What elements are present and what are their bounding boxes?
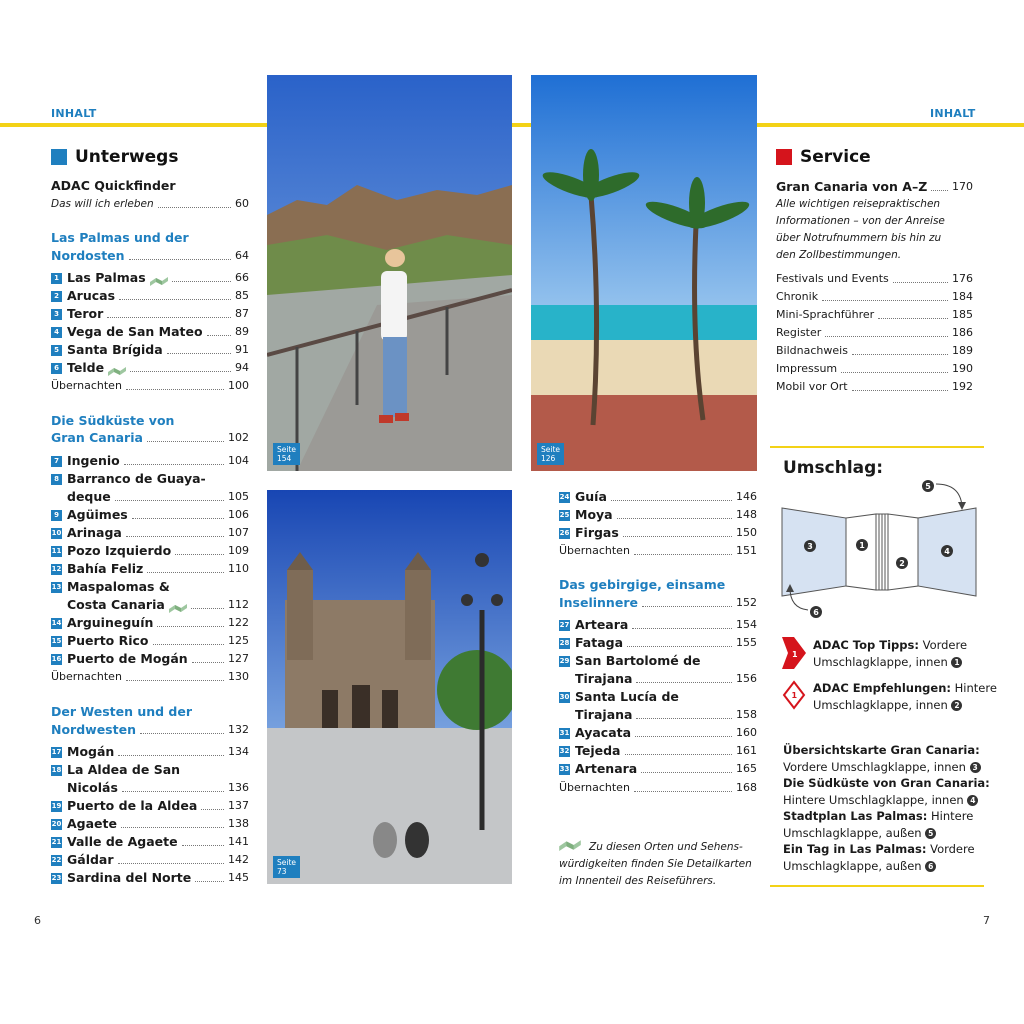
dot-leader (126, 680, 224, 681)
page-ref: 105 (228, 490, 249, 503)
item-number-badge: 12 (51, 565, 62, 573)
page-ref: 106 (228, 508, 249, 521)
item-label: Guía (575, 489, 607, 504)
dot-leader (157, 626, 224, 627)
item-label: Maspalomas & (67, 579, 170, 594)
service-item[interactable] (776, 360, 973, 378)
toc-item[interactable] (559, 634, 757, 652)
toc-item[interactable] (559, 760, 757, 778)
dot-leader (118, 755, 224, 756)
item-number-badge: 9 (51, 510, 62, 521)
map-icon (108, 363, 126, 373)
az-row[interactable] (776, 178, 973, 196)
item-label: Agüimes (67, 507, 128, 522)
service-item[interactable] (776, 306, 973, 324)
page-ref: 112 (228, 598, 249, 611)
item-label: Tirajana (575, 671, 633, 686)
toc-item[interactable] (51, 524, 249, 542)
page-number-left: 6 (34, 914, 41, 927)
header-rule-middle (512, 123, 531, 127)
item-number-badge: 6 (51, 363, 62, 374)
map-icon (169, 600, 187, 610)
toc-item[interactable] (559, 524, 757, 542)
dot-leader (107, 317, 231, 318)
page-ref: 64 (235, 249, 249, 262)
dot-leader (201, 809, 224, 810)
item-number-badge: 4 (51, 327, 62, 338)
item-number-badge: 21 (51, 838, 62, 846)
item-label: Register (776, 326, 822, 339)
item-number-badge: 29 (559, 657, 570, 665)
dot-leader (893, 282, 948, 283)
toc-item[interactable] (51, 578, 249, 596)
page-ref: 136 (228, 781, 249, 794)
item-label: San Bartolomé de (575, 653, 701, 668)
item-label: Puerto de Mogán (67, 651, 188, 666)
item-label: deque (67, 489, 111, 504)
toc-item[interactable] (51, 506, 249, 524)
ref-num-icon: 5 (925, 828, 936, 839)
service-item[interactable] (776, 342, 973, 360)
toc-item-cont[interactable] (67, 779, 249, 797)
dot-leader (642, 606, 732, 607)
dot-leader (140, 733, 224, 734)
dot-leader (119, 299, 231, 300)
item-label: Mini-Sprachführer (776, 308, 875, 321)
dot-leader (129, 259, 231, 260)
item-label: Mogán (67, 744, 115, 759)
toc-item[interactable] (51, 797, 249, 815)
toc-item[interactable] (51, 323, 249, 341)
page-ref: 145 (228, 871, 249, 884)
toc-item[interactable] (559, 652, 757, 670)
item-label: Fataga (575, 635, 624, 650)
item-label: Gran Canaria von A–Z (776, 179, 928, 194)
page-ref: 165 (736, 762, 757, 775)
diagram-num-1: 1 (859, 541, 865, 550)
top-tipps-text: ADAC Top Tipps: Vordere Umschlagklappe, innen 1 (813, 638, 968, 669)
page-ref: 89 (235, 325, 249, 338)
uebernachten-row[interactable] (559, 542, 757, 560)
item-label: Übernachten (51, 379, 122, 392)
toc-item[interactable] (51, 632, 249, 650)
dot-leader (931, 190, 948, 191)
dot-leader (172, 281, 231, 282)
page-ref: 160 (736, 726, 757, 739)
region-title[interactable]: Das gebirgige, einsame (559, 577, 726, 592)
page-ref: 60 (235, 197, 249, 210)
uebernachten-row[interactable] (559, 779, 757, 797)
dot-leader (617, 518, 732, 519)
toc-item[interactable] (559, 742, 757, 760)
region-title[interactable]: Die Südküste von (51, 413, 175, 428)
page-ref: 148 (736, 508, 757, 521)
item-number-badge: 17 (51, 748, 62, 756)
toc-item-cont[interactable] (67, 488, 249, 506)
dot-leader (126, 536, 224, 537)
page-number-right: 7 (983, 914, 990, 927)
ref-num-icon: 4 (967, 795, 978, 806)
umschlag-entry: Übersichtskarte Gran Canaria: Vordere Umschlagklappe, innen 3 (783, 743, 980, 774)
toc-item[interactable] (51, 452, 249, 470)
toc-item[interactable] (51, 815, 249, 833)
dot-leader (124, 464, 224, 465)
item-number-badge: 13 (51, 583, 62, 591)
page-ref: 192 (952, 380, 973, 393)
item-label: Firgas (575, 525, 619, 540)
page-ref: 130 (228, 670, 249, 683)
page-ref: 154 (736, 618, 757, 631)
item-number-badge: 23 (51, 874, 62, 882)
page-ref: 156 (736, 672, 757, 685)
page-badge[interactable]: Seite 126 (537, 443, 564, 465)
diagram-num-5: 5 (925, 482, 931, 491)
item-number-badge: 8 (51, 474, 62, 485)
dot-leader (147, 572, 224, 573)
item-label: Agaete (67, 816, 117, 831)
item-number-badge: 31 (559, 729, 570, 737)
legend-line: würdigkeiten finden Sie Detailkarten (559, 858, 752, 870)
page-ref: 104 (228, 454, 249, 467)
dot-leader (841, 372, 948, 373)
item-number-badge: 15 (51, 637, 62, 645)
item-number-badge: 14 (51, 619, 62, 627)
page-ref: 150 (736, 526, 757, 539)
dot-leader (635, 736, 732, 737)
page-ref: 155 (736, 636, 757, 649)
service-item[interactable] (776, 270, 973, 288)
dot-leader (191, 608, 224, 609)
ref-num-icon: 6 (925, 861, 936, 872)
item-label: Barranco de Guaya- (67, 471, 206, 486)
dot-leader (130, 371, 231, 372)
item-label: Puerto de la Aldea (67, 798, 198, 813)
item-label: Puerto Rico (67, 633, 149, 648)
dot-leader (623, 536, 732, 537)
dot-leader (121, 827, 224, 828)
item-label: Moya (575, 507, 613, 522)
dot-leader (611, 500, 732, 501)
page-ref: 170 (952, 180, 973, 193)
item-label: Bahía Feliz (67, 561, 144, 576)
toc-item[interactable] (559, 616, 757, 634)
map-icon (559, 836, 581, 855)
item-number-badge: 19 (51, 802, 62, 810)
toc-item[interactable] (51, 269, 249, 287)
page-ref: 168 (736, 781, 757, 794)
dot-leader (207, 335, 231, 336)
item-number-badge: 27 (559, 621, 570, 629)
red-square-icon (776, 149, 792, 165)
page-ref: 141 (228, 835, 249, 848)
dot-leader (147, 441, 224, 442)
service-item[interactable] (776, 324, 973, 342)
item-label: Impressum (776, 362, 838, 375)
dot-leader (115, 500, 224, 501)
dot-leader (167, 353, 231, 354)
umschlag-entry: Stadtplan Las Palmas: Hintere Umschlagklappe, außen 5 (783, 809, 974, 840)
photo-beach-palms (531, 75, 757, 471)
dot-leader (825, 336, 948, 337)
diagram-num-4: 4 (944, 547, 950, 556)
page-ref: 102 (228, 431, 249, 444)
umschlag-rule-top (770, 446, 984, 448)
item-label: Ingenio (67, 453, 120, 468)
toc-item[interactable] (559, 488, 757, 506)
page-ref: 66 (235, 271, 249, 284)
item-number-badge: 5 (51, 345, 62, 356)
dot-leader (632, 628, 732, 629)
toc-item[interactable] (51, 650, 249, 668)
region-title-row[interactable] (51, 721, 249, 739)
region-title-row[interactable] (559, 594, 757, 612)
toc-item-cont[interactable] (575, 670, 757, 688)
item-label: Sardina del Norte (67, 870, 192, 885)
page-badge[interactable]: Seite 154 (273, 443, 300, 465)
dot-leader (634, 554, 732, 555)
page-badge[interactable]: Seite 73 (273, 856, 300, 878)
page-ref: 186 (952, 326, 973, 339)
section-title-unterwegs: Unterwegs (51, 147, 178, 167)
region-title-row[interactable] (51, 247, 249, 265)
toc-item[interactable] (51, 542, 249, 560)
page-ref: 134 (228, 745, 249, 758)
item-number-badge: 7 (51, 456, 62, 467)
dot-leader (126, 389, 224, 390)
diagram-num-3: 3 (807, 542, 813, 551)
blue-square-icon (51, 149, 67, 165)
umschlag-rule-bottom (770, 885, 984, 887)
umschlag-entry: Ein Tag in Las Palmas: Vordere Umschlagklappe, außen 6 (783, 842, 975, 873)
page-ref: 91 (235, 343, 249, 356)
item-label: Vega de San Mateo (67, 324, 203, 339)
item-label: La Aldea de San (67, 762, 181, 777)
item-label: Santa Brígida (67, 342, 163, 357)
map-icon (150, 273, 168, 283)
page-ref: 107 (228, 526, 249, 539)
item-label: Santa Lucía de (575, 689, 679, 704)
page-ref: 146 (736, 490, 757, 503)
item-label: Ayacata (575, 725, 632, 740)
dot-leader (175, 554, 224, 555)
item-number-badge: 33 (559, 765, 570, 773)
page-ref: 151 (736, 544, 757, 557)
page-ref: 94 (235, 361, 249, 374)
dot-leader (625, 754, 733, 755)
item-number-badge: 28 (559, 639, 570, 647)
uebernachten-row[interactable] (51, 377, 249, 395)
item-number-badge: 1 (51, 273, 62, 284)
page-ref: 142 (228, 853, 249, 866)
item-label: Bildnachweis (776, 344, 848, 357)
item-number-badge: 20 (51, 820, 62, 828)
header-rule-right (757, 123, 1024, 127)
dot-leader (636, 718, 732, 719)
photo-cathedral-square (267, 490, 512, 884)
item-number-badge: 10 (51, 529, 62, 537)
page-ref: 132 (228, 723, 249, 736)
toc-item[interactable] (51, 743, 249, 761)
page-ref: 122 (228, 616, 249, 629)
item-label: Übernachten (559, 781, 630, 794)
item-label: Costa Canaria (67, 597, 165, 612)
toc-item[interactable] (51, 359, 249, 377)
ref-num-icon: 1 (951, 657, 962, 668)
empfehlung-icon (782, 680, 806, 714)
diagram-num-2: 2 (899, 559, 905, 568)
region-title[interactable]: Der Westen und der (51, 704, 193, 719)
dot-leader (158, 207, 231, 208)
dot-leader (192, 662, 224, 663)
toc-item[interactable] (51, 869, 249, 887)
dot-leader (852, 354, 948, 355)
diagram-num-6: 6 (813, 608, 819, 617)
page-ref: 185 (952, 308, 973, 321)
az-description: Alle wichtigen reisepraktischen Informationen – von der Anreise über Notrufnummern bis hin zu den Zollbestimmungen. (776, 198, 945, 261)
quickfinder-row[interactable]: Das will ich erleben 60 (51, 195, 249, 213)
header-label-right: INHALT (930, 107, 976, 120)
dot-leader (122, 791, 224, 792)
toc-item[interactable] (51, 851, 249, 869)
dot-leader (641, 772, 732, 773)
item-label: Las Palmas (67, 270, 146, 285)
item-label: Arinaga (67, 525, 122, 540)
item-label: Valle de Agaete (67, 834, 178, 849)
page-ref: 137 (228, 799, 249, 812)
item-number-badge: 3 (51, 309, 62, 320)
uebernachten-row[interactable] (51, 668, 249, 686)
item-label: Teror (67, 306, 104, 321)
dot-leader (182, 845, 224, 846)
page-ref: 85 (235, 289, 249, 302)
item-label: Festivals und Events (776, 272, 889, 285)
toc-item[interactable] (559, 688, 757, 706)
item-number-badge: 22 (51, 856, 62, 864)
legend-line: im Innenteil des Reiseführers. (559, 875, 717, 887)
toc-item[interactable] (51, 470, 249, 488)
item-label: Übernachten (559, 544, 630, 557)
dot-leader (878, 318, 948, 319)
header-label-left: INHALT (51, 107, 97, 120)
item-label: Gáldar (67, 852, 114, 867)
item-number-badge: 18 (51, 766, 62, 774)
service-item[interactable] (776, 378, 973, 396)
item-label: Chronik (776, 290, 819, 303)
toc-item[interactable] (51, 761, 249, 779)
item-label: Pozo Izquierdo (67, 543, 172, 558)
ref-num-icon: 3 (970, 762, 981, 773)
item-number-badge: 2 (51, 291, 62, 302)
page-ref: 100 (228, 379, 249, 392)
toc-item[interactable] (559, 724, 757, 742)
cover-fold-diagram (778, 478, 978, 627)
page-ref: 161 (736, 744, 757, 757)
item-number-badge: 32 (559, 747, 570, 755)
svg-text:1: 1 (791, 691, 798, 700)
page-ref: 110 (228, 562, 249, 575)
item-label: Telde (67, 360, 105, 375)
toc-item[interactable] (51, 341, 249, 359)
photo-mountain-viewpoint (267, 75, 512, 471)
umschlag-entry: Die Südküste von Gran Canaria: Hintere Umschlagklappe, innen 4 (783, 776, 990, 807)
item-number-badge: 25 (559, 511, 570, 519)
item-label: Arguineguín (67, 615, 154, 630)
page-ref: 176 (952, 272, 973, 285)
page-ref: 190 (952, 362, 973, 375)
empfehlungen-text: ADAC Empfehlungen: Hintere Umschlagklappe, innen 2 (813, 681, 997, 712)
dot-leader (636, 682, 732, 683)
region-title-row[interactable] (51, 429, 249, 447)
toc-item[interactable] (51, 614, 249, 632)
dot-leader (822, 300, 948, 301)
toc-item-cont[interactable] (67, 596, 249, 614)
item-label: Inselinnere (559, 595, 638, 610)
top-tipp-icon (782, 637, 806, 673)
item-number-badge: 26 (559, 529, 570, 537)
item-number-badge: 24 (559, 493, 570, 501)
item-label: Artenara (575, 761, 638, 776)
item-label: Arteara (575, 617, 629, 632)
page-ref: 152 (736, 596, 757, 609)
dot-leader (634, 791, 732, 792)
toc-item-cont[interactable] (575, 706, 757, 724)
umschlag-title: Umschlag: (783, 458, 884, 478)
item-label: Nordwesten (51, 722, 136, 737)
item-label: Gran Canaria (51, 430, 143, 445)
ref-num-icon: 2 (951, 700, 962, 711)
dot-leader (627, 646, 732, 647)
item-label: Tirajana (575, 707, 633, 722)
page-ref: 109 (228, 544, 249, 557)
item-label: Übernachten (51, 670, 122, 683)
page-ref: 158 (736, 708, 757, 721)
page-ref: 87 (235, 307, 249, 320)
toc-item[interactable] (51, 305, 249, 323)
page-ref: 184 (952, 290, 973, 303)
item-label: Mobil vor Ort (776, 380, 848, 393)
dot-leader (118, 863, 224, 864)
toc-item[interactable] (51, 287, 249, 305)
quickfinder-title[interactable]: ADAC Quickfinder (51, 178, 176, 193)
item-label: Nordosten (51, 248, 125, 263)
toc-item[interactable] (51, 833, 249, 851)
item-number-badge: 16 (51, 655, 62, 663)
service-item[interactable] (776, 288, 973, 306)
header-rule-left (0, 123, 267, 127)
section-title-service: Service (776, 147, 871, 167)
item-number-badge: 30 (559, 693, 570, 701)
toc-item[interactable] (51, 560, 249, 578)
dot-leader (195, 881, 224, 882)
dot-leader (852, 390, 948, 391)
page-ref: 125 (228, 634, 249, 647)
page-ref: 127 (228, 652, 249, 665)
region-title[interactable]: Las Palmas und der (51, 230, 189, 245)
item-label: Nicolás (67, 780, 118, 795)
svg-text:1: 1 (792, 650, 798, 659)
dot-leader (153, 644, 224, 645)
page-ref: 189 (952, 344, 973, 357)
item-number-badge: 11 (51, 547, 62, 555)
page-ref: 138 (228, 817, 249, 830)
toc-item[interactable] (559, 506, 757, 524)
legend-line: Zu diesen Orten und Sehens- (589, 841, 743, 853)
dot-leader (132, 518, 224, 519)
item-label: Tejeda (575, 743, 621, 758)
item-label: Arucas (67, 288, 116, 303)
